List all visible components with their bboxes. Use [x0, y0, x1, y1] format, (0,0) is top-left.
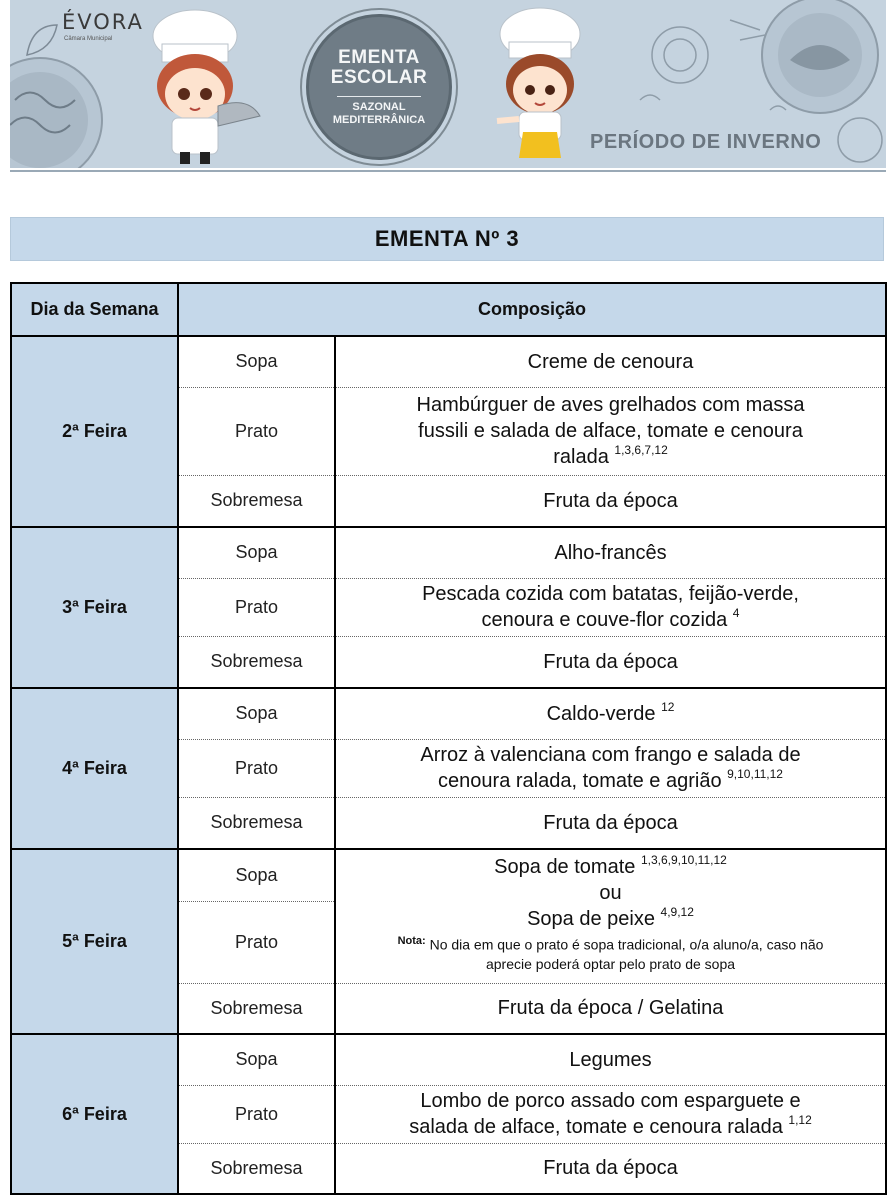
dish-dessert: Fruta da época: [335, 475, 886, 527]
dish-dessert: Fruta da época / Gelatina: [335, 983, 886, 1034]
allergen-codes: 9,10,11,12: [727, 767, 783, 782]
allergen-codes: 4,9,12: [660, 905, 694, 920]
category-main: Prato: [178, 739, 335, 797]
table-row: [11, 688, 886, 739]
dish-soup: Legumes: [335, 1034, 886, 1085]
allergen-codes: 1,3,6,9,10,11,12: [640, 853, 727, 868]
category-main: Prato: [178, 901, 335, 983]
table-header-row: [11, 283, 886, 336]
badge-title-line1: EMENTA: [338, 47, 420, 68]
badge-title-line2: ESCOLAR: [330, 67, 428, 88]
banner-divider: [10, 170, 886, 172]
badge-subtitle-line2: MEDITERRÂNICA: [332, 114, 426, 126]
dish-dessert: Fruta da época: [335, 797, 886, 849]
table-row: [11, 849, 886, 901]
dish-main: Lombo de porco assado com esparguete e salada de alface, tomate e cenoura ralada $^{1,12}$: [335, 1085, 886, 1143]
category-dessert: Sobremesa: [178, 636, 335, 688]
dish-soup: Alho-francês: [335, 527, 886, 578]
category-soup: Sopa: [178, 336, 335, 387]
badge-subtitle-line1: SAZONAL: [352, 101, 406, 113]
table-row: [11, 527, 886, 578]
dish-main: Arroz à valenciana com frango e salada de cenoura ralada, tomate e agrião $^{9,10,11,12}$: [335, 739, 886, 797]
category-dessert: Sobremesa: [178, 797, 335, 849]
day-cell-tuesday: 3ª Feira: [11, 527, 178, 688]
table-row: [11, 1034, 886, 1085]
day-cell-friday: 6ª Feira: [11, 1034, 178, 1194]
menu-badge: [306, 14, 452, 160]
column-header-composition: Composição: [178, 283, 886, 336]
dish-dessert: Fruta da época: [335, 1143, 886, 1194]
column-header-day: Dia da Semana: [11, 283, 178, 336]
dish-main: Pescada cozida com batatas, feijão-verde, cenoura e couve-flor cozida $^4$: [335, 578, 886, 636]
dish-dessert: Fruta da época: [335, 636, 886, 688]
dish-soup: Creme de cenoura: [335, 336, 886, 387]
badge-divider: [337, 96, 421, 97]
category-soup: Sopa: [178, 1034, 335, 1085]
day-cell-monday: 2ª Feira: [11, 336, 178, 527]
category-soup: Sopa: [178, 688, 335, 739]
menu-note: $^{Nota:}$ No dia em que o prato é sopa tradicional, o/a aluno/a, caso não aprecie poderá optar pelo prato de sopa: [397, 935, 824, 972]
dish-soup: Caldo-verde $^{12}$: [335, 688, 886, 739]
category-dessert: Sobremesa: [178, 475, 335, 527]
allergen-codes: 1,3,6,7,12: [614, 443, 668, 458]
menu-title: EMENTA Nº 3: [374, 226, 520, 251]
city-logo-subtitle: Câmara Municipal: [64, 36, 113, 42]
header-banner: [10, 0, 886, 168]
menu-title-bar: [10, 217, 884, 261]
weekly-menu-table: [10, 282, 887, 1195]
category-dessert: Sobremesa: [178, 983, 335, 1034]
category-main: Prato: [178, 578, 335, 636]
category-main: Prato: [178, 387, 335, 475]
category-dessert: Sobremesa: [178, 1143, 335, 1194]
category-main: Prato: [178, 1085, 335, 1143]
allergen-codes: 1,12: [788, 1113, 812, 1128]
season-label: PERÍODO DE INVERNO: [590, 131, 822, 153]
category-soup: Sopa: [178, 849, 335, 901]
allergen-codes: 4: [732, 606, 740, 621]
day-cell-wednesday: 4ª Feira: [11, 688, 178, 849]
allergen-codes: 12: [661, 700, 675, 715]
day-cell-thursday: 5ª Feira: [11, 849, 178, 1034]
table-row: [11, 336, 886, 387]
city-logo: ÉVORA: [62, 10, 144, 34]
chef-boy-illustration: [140, 6, 270, 164]
leaf-icon: [22, 20, 62, 60]
dish-soup-or-main: Sopa de tomate $^{1,3,6,9,10,11,12}$ ou Sopa de peixe $^{4,9,12}$ $^{Nota:}$ No dia em que o prato é sopa tradicional, o/a aluno/a, caso não aprecie poderá optar pelo prato de sopa: [335, 849, 886, 983]
category-soup: Sopa: [178, 527, 335, 578]
chef-girl-illustration: [485, 4, 595, 162]
dish-main: Hambúrguer de aves grelhados com massa fussili e salada de alface, tomate e cenoura ralada $^{1,3,6,7,12}$: [335, 387, 886, 475]
